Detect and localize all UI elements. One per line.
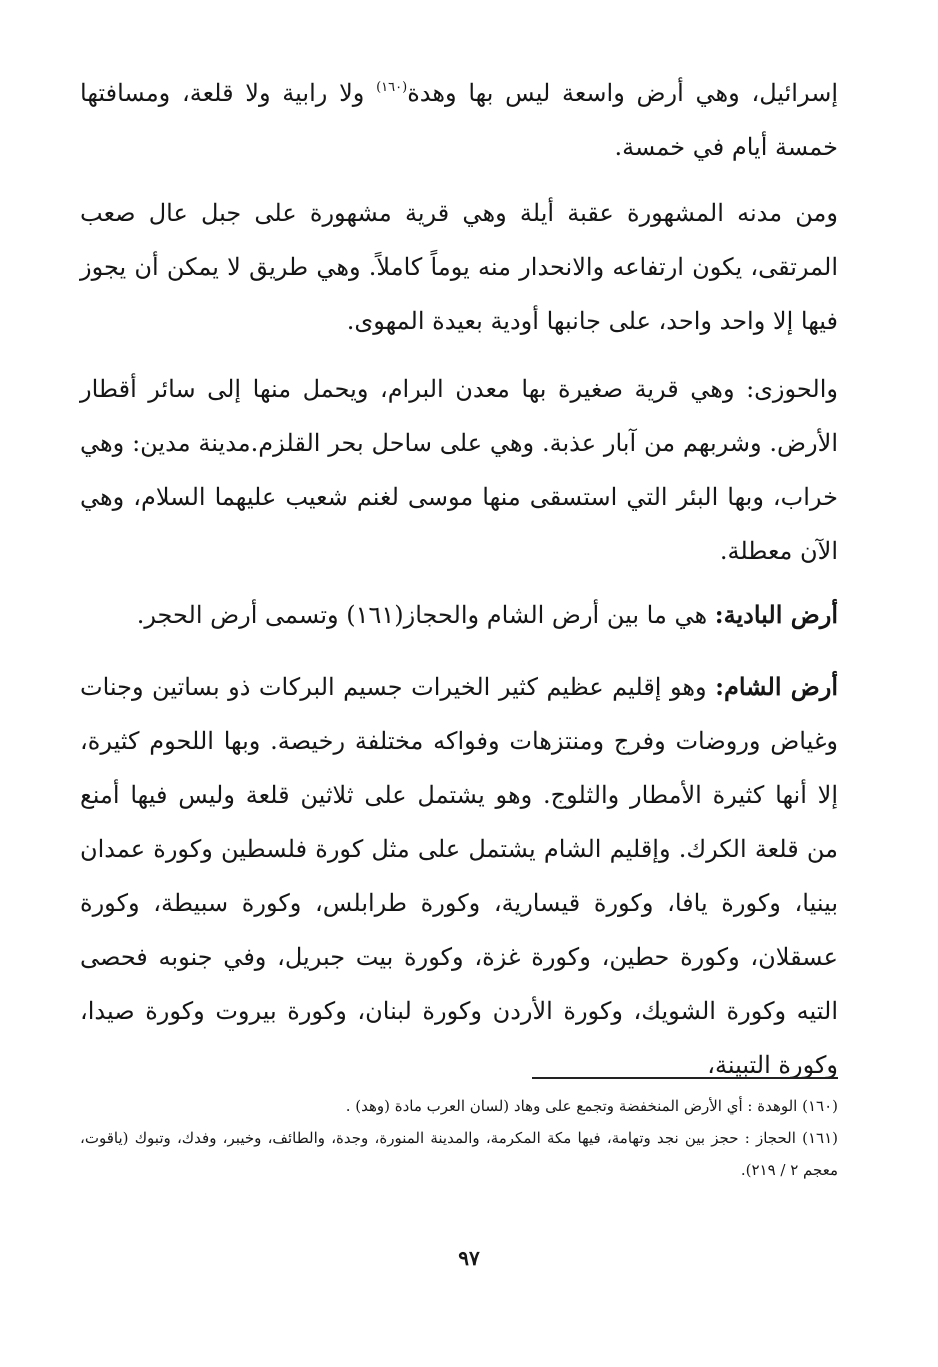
paragraph-text: إسرائيل، وهي أرض واسعة ليس بها وهدة [407, 79, 838, 107]
section-heading-sham: أرض الشام: [715, 672, 838, 701]
paragraph-hawza-madyan [80, 362, 838, 578]
paragraph-text: والحوزى: وهي قرية صغيرة بها معدن البرام، ويحمل منها إلى سائر أقطار الأرض. وشربهم من آبار عذبة. وهي على ساحل بحر القلزم.مدينة مدين: وهي خراب، وبها البئر التي استسقى منها موسى لغنم شعيب عليهما السلام، وهي الآن معطلة. [80, 375, 838, 565]
paragraph-israel [80, 66, 838, 174]
footnote-separator [532, 1077, 838, 1079]
footnote-160: (١٦٠) الوهدة : أي الأرض المنخفضة وتجمع على وهاد (لسان العرب مادة (وهد) . [345, 1097, 838, 1115]
page-number: ٩٧ [458, 1246, 480, 1270]
paragraph-badiya [80, 588, 838, 642]
paragraph-text: وهو إقليم عظيم كثير الخيرات جسيم البركات ذو بساتين وجنات وغياض وروضات وفرج ومنتزهات وفواكه مختلفة رخيصة. وبها اللحوم كثيرة، إلا أنها كثيرة الأمطار والثلوج. وهو يشتمل على ثلاثين قلعة وليس فيها أمنع من قلعة الكرك. وإقليم الشام يشتمل على مثل كورة فلسطين وكورة عمدان بينيا، وكورة يافا، وكورة قيسارية، وكورة طرابلس، وكورة سبيطة، وكورة عسقلان، وكورة حطين، وكورة غزة، وكورة بيت جبريل، وفي جنوبه فحصى التيه وكورة الشويك، وكورة الأردن وكورة لبنان، وكورة بيروت وكورة صيدا، وكورة التبينة، [80, 673, 838, 1079]
paragraph-text-continued: ولا رابية ولا قلعة، ومسافتها خمسة أيام في خمسة. [80, 79, 838, 161]
section-heading-badiya: أرض البادية: [714, 600, 838, 629]
paragraph-text: هي ما بين أرض الشام والحجاز(١٦١) وتسمى أرض الحجر. [136, 601, 715, 629]
footnote-reference-160[interactable]: (١٦٠) [376, 80, 408, 95]
paragraph-aqaba-ayla [80, 186, 838, 348]
footnotes [80, 1090, 838, 1186]
footnote-161: (١٦١) الحجاز : حجز بين نجد وتهامة، فيها مكة المكرمة، والمدينة المنورة، وجدة، والطائف، وخيبر، وفدك، وتبوك (ياقوت، معجم ٢ / ٢١٩). [80, 1129, 838, 1179]
paragraph-sham [80, 660, 838, 1092]
paragraph-text: ومن مدنه المشهورة عقبة أيلة وهي قرية مشهورة على جبل عال صعب المرتقى، يكون ارتفاعه والانحدار منه يوماً كاملاً. وهي طريق لا يمكن أن يجوز فيها إلا واحد واحد، على جانبها أودية بعيدة المهوى. [80, 199, 838, 335]
